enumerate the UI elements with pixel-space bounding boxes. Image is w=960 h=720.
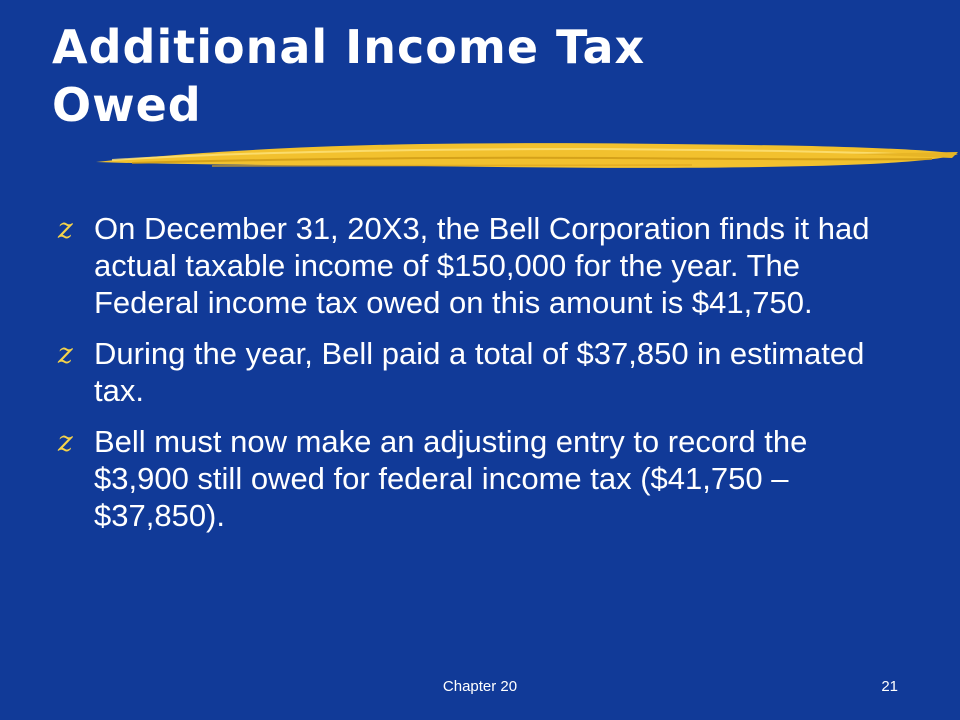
page-number: 21	[881, 678, 898, 695]
bullet-item-3	[58, 423, 878, 534]
footer-chapter: Chapter 20	[442, 678, 518, 695]
bullet-text-1: On December 31, 20X3, the Bell Corporation finds it had actual taxable income of $150,000 for the year. The Federal income tax owed on this amount is $41,750.	[94, 211, 870, 320]
title-line-2: Owed	[52, 78, 202, 132]
bullet-item-1	[58, 210, 878, 321]
bullet-list	[58, 210, 878, 548]
z-bullet-icon: z	[58, 337, 73, 370]
brush-stroke-divider	[92, 132, 960, 180]
title-line-1: Additional Income Tax	[52, 20, 646, 74]
bullet-text-2: During the year, Bell paid a total of $37,850 in estimated tax.	[94, 336, 865, 408]
z-bullet-icon: z	[58, 425, 73, 458]
bullet-text-3: Bell must now make an adjusting entry to record the $3,900 still owed for federal income tax ($41,750 – $37,850).	[94, 424, 808, 533]
bullet-item-2	[58, 335, 878, 409]
slide-title	[52, 18, 912, 134]
z-bullet-icon: z	[58, 212, 73, 245]
